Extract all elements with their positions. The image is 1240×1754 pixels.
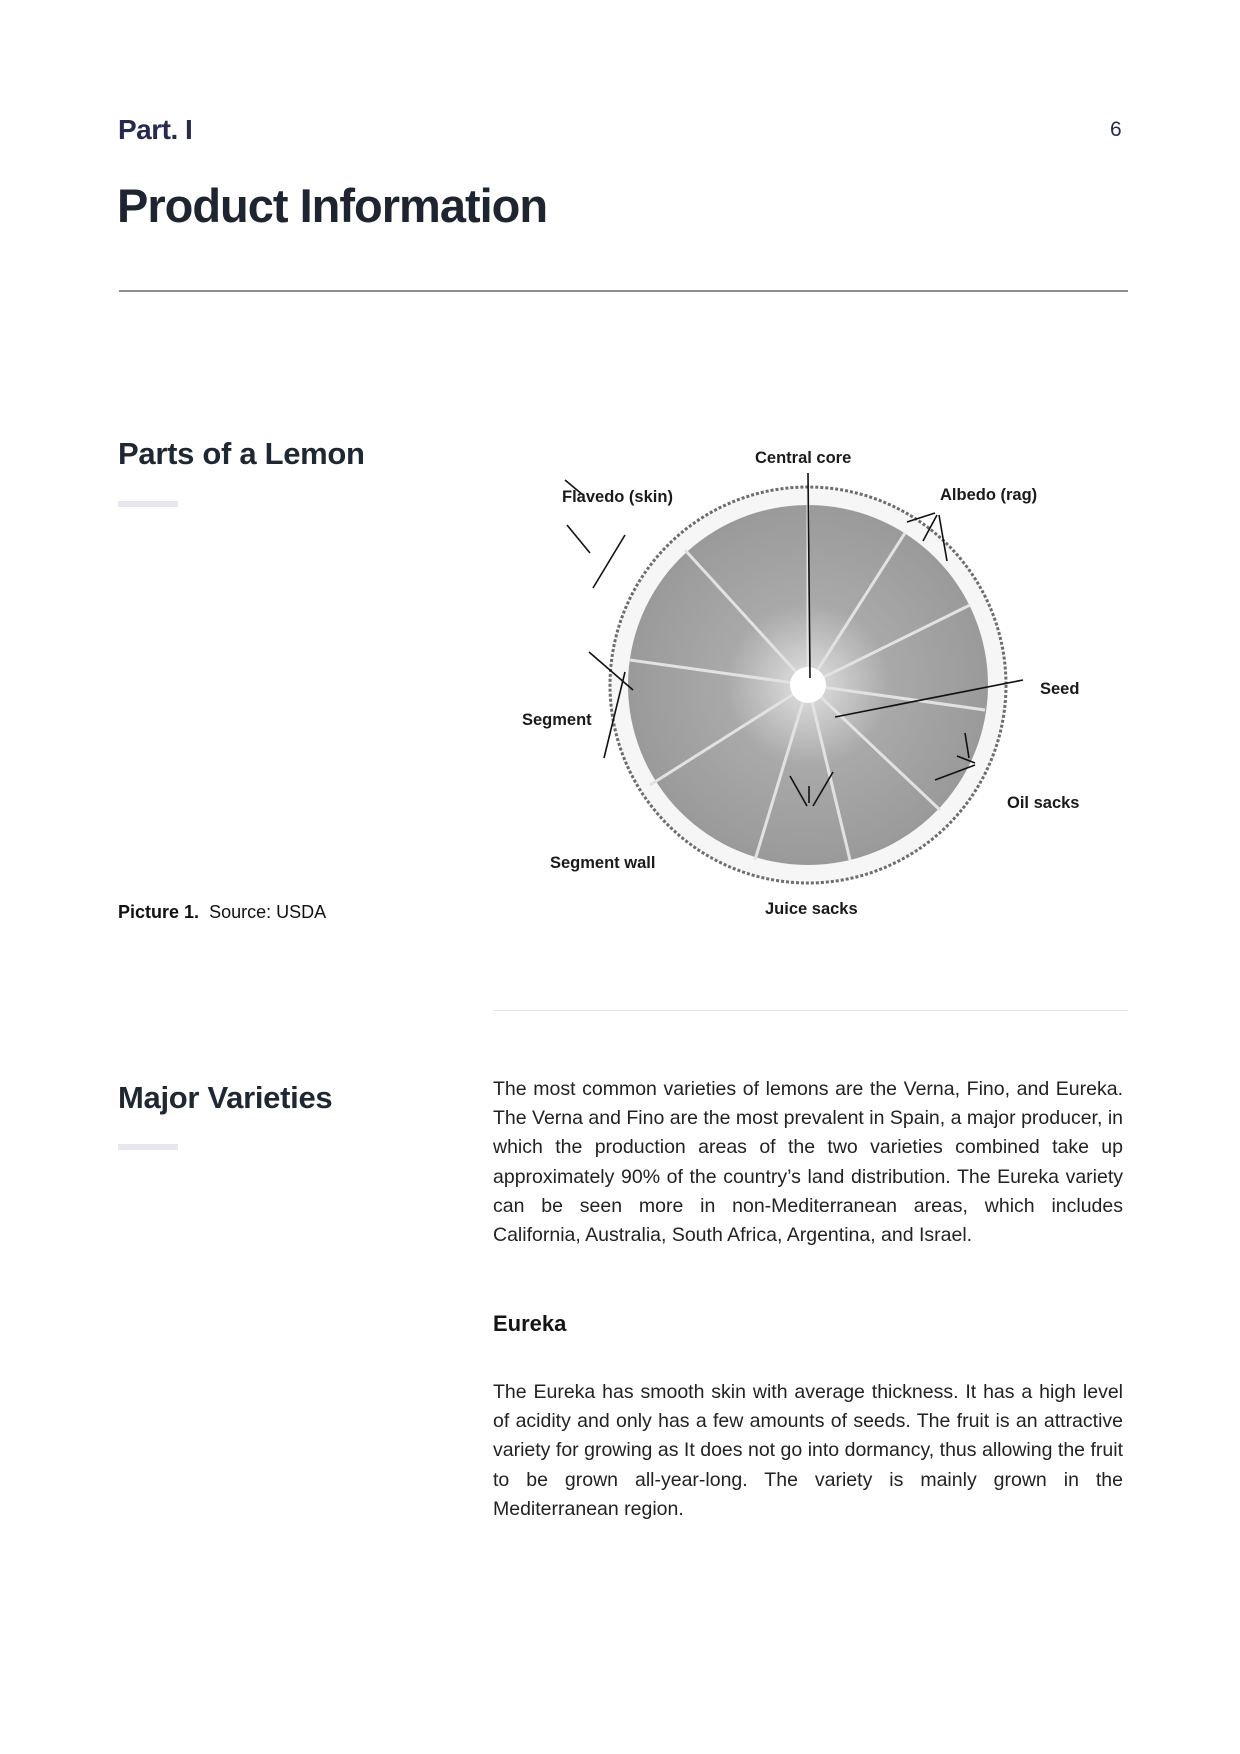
header-divider [119,290,1128,292]
caption-source: Source: USDA [209,902,327,922]
section-accent-bar [118,501,178,507]
section-accent-bar [118,1144,178,1150]
section-divider [493,1010,1128,1011]
section-title-parts: Parts of a Lemon [118,436,365,471]
label-segment-wall: Segment wall [550,854,656,872]
label-central-core: Central core [755,449,852,467]
label-seed: Seed [1040,680,1080,698]
caption-label: Picture 1. [118,902,200,922]
label-albedo: Albedo (rag) [940,486,1038,504]
figure-caption [118,902,326,923]
label-segment: Segment [522,711,592,729]
label-oil-sacks: Oil sacks [1007,794,1080,812]
varieties-intro: The most common varieties of lemons are the Verna, Fino, and Eureka. The Verna and Fino are the most prevalent in Spain, a major producer, in which the production areas of the two varieties combined take up approximately 90% of the country’s land distribution. The Eureka variety can be seen more in non-Mediterranean areas, which includes California, Australia, South Africa, Argentina, and Israel. [493,1078,1123,1247]
lemon-diagram [515,440,1095,935]
subheading-eureka: Eureka [493,1311,567,1336]
label-flavedo: Flavedo (skin) [562,488,673,506]
eureka-description: The Eureka has smooth skin with average thickness. It has a high level of acidity and only has a few amounts of seeds. The fruit is an attractive variety for growing as It does not go into dormancy, thus allowing the fruit to be grown all-year-long. The variety is mainly grown in the Mediterranean region. [493,1381,1123,1520]
section-title-varieties: Major Varieties [118,1080,333,1115]
label-juice-sacks: Juice sacks [765,900,858,918]
part-label: Part. I [118,114,193,145]
page-number: 6 [1110,118,1122,141]
page-title: Product Information [117,179,548,232]
